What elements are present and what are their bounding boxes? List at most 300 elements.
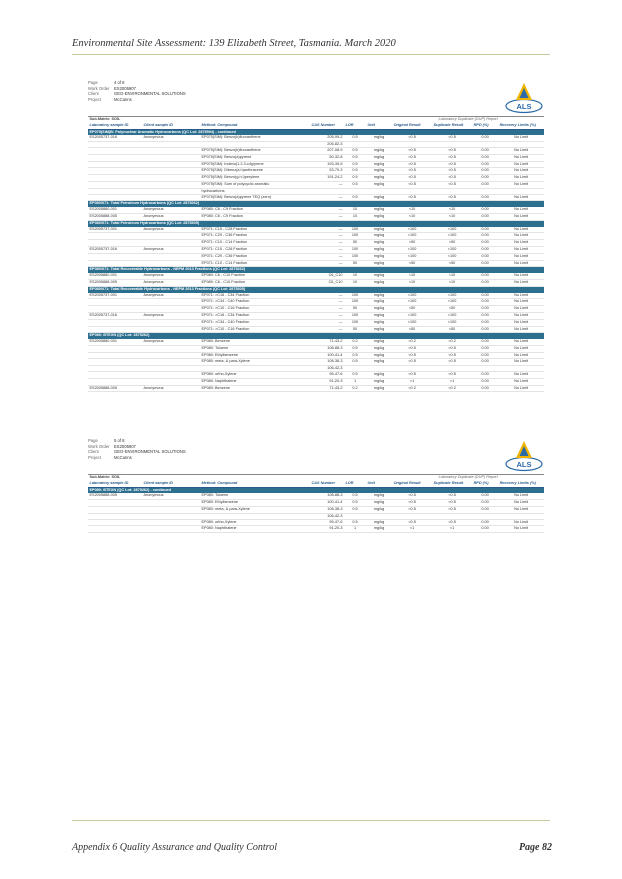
compound-cell: EP075(SIM): Sum of polycyclic aromatic xyxy=(200,181,310,188)
lab-id-cell xyxy=(88,500,142,507)
compound-cell: EP080: Naphthalene xyxy=(200,378,310,385)
unit-cell: mg/kg xyxy=(366,493,392,499)
table-row xyxy=(88,181,544,188)
cas-cell: 50-32-8 xyxy=(310,154,344,161)
cas-cell: 108-38-3 xyxy=(310,506,344,513)
duplicate-result-cell: <0.5 xyxy=(432,194,472,201)
duplicate-result-cell: <0.5 xyxy=(432,345,472,352)
report-meta xyxy=(88,438,544,474)
lor-cell: 50 xyxy=(344,306,366,313)
table-row xyxy=(88,253,544,260)
client-id-cell: Anonymous xyxy=(142,273,200,279)
compound-cell: EP071: C15 - C28 Fraction xyxy=(200,246,310,253)
table-row xyxy=(88,312,544,319)
recovery-limit-cell: No Limit xyxy=(498,227,544,233)
client-id-cell xyxy=(142,161,200,168)
original-result-cell: <10 xyxy=(392,273,432,279)
lor-cell: 0.5 xyxy=(344,519,366,526)
client-id-cell xyxy=(142,526,200,533)
table-row xyxy=(88,168,544,175)
meta-key: Project xyxy=(88,96,102,102)
column-header: Duplicate Result xyxy=(432,481,472,487)
column-header: Method: Compound xyxy=(200,481,310,487)
meta-row xyxy=(88,97,544,103)
lab-id-cell xyxy=(88,175,142,182)
compound-cell: EP071: C29 - C36 Fraction xyxy=(200,253,310,260)
duplicate-result-cell: <50 xyxy=(432,240,472,247)
duplicate-result-cell: <0.5 xyxy=(432,519,472,526)
original-result-cell: <100 xyxy=(392,299,432,306)
lor-cell: 100 xyxy=(344,312,366,319)
table-row xyxy=(88,175,544,182)
column-header: Method: Compound xyxy=(200,123,310,129)
lab-id-cell: ES2005737-016 xyxy=(88,135,142,141)
compound-cell: EP075(SIM): Indeno(1.2.3.cd)pyrene xyxy=(200,161,310,168)
original-result-cell: <0.5 xyxy=(392,175,432,182)
lor-cell: 100 xyxy=(344,319,366,326)
lab-id-cell: ES2005880-001 xyxy=(88,339,142,345)
lor-cell: 1 xyxy=(344,526,366,533)
cas-cell: 108-88-3 xyxy=(310,345,344,352)
recovery-limit-cell: No Limit xyxy=(498,253,544,260)
compound-cell: EP075(SIM): Benzo(a)pyrene TEQ (zero) xyxy=(200,194,310,201)
lor-cell: 0.5 xyxy=(344,161,366,168)
cas-cell: 53-70-3 xyxy=(310,168,344,175)
als-logo-icon xyxy=(504,438,544,474)
compound-cell: EP075(SIM): Benzo(g.h.i)perylene xyxy=(200,175,310,182)
meta-key: Client xyxy=(88,449,99,455)
rpd-cell: 0.00 xyxy=(472,253,498,260)
column-header: Client sample ID xyxy=(142,481,200,487)
lor-cell: 50 xyxy=(344,240,366,247)
lor-cell: 0.5 xyxy=(344,359,366,366)
lab-id-cell xyxy=(88,233,142,240)
sub-matrix-label: Sub-Matrix: SOIL xyxy=(88,117,392,123)
lab-id-cell xyxy=(88,359,142,366)
client-id-cell xyxy=(142,352,200,359)
table-row xyxy=(88,385,544,392)
meta-value: McCanns xyxy=(114,454,132,460)
meta-value: ES2005907 xyxy=(114,443,136,449)
compound-cell: EP080: Ethylbenzene xyxy=(200,500,310,507)
unit-cell: mg/kg xyxy=(366,207,392,213)
recovery-limit-cell: No Limit xyxy=(498,519,544,526)
meta-value: McCanns xyxy=(114,96,132,102)
original-result-cell: <0.5 xyxy=(392,359,432,366)
meta-value: ES2005907 xyxy=(114,85,136,91)
original-result-cell: <0.5 xyxy=(392,493,432,499)
client-id-cell: Anonymous xyxy=(142,493,200,499)
compound-cell: EP080: C6 - C10 Fraction xyxy=(200,279,310,286)
cas-cell: 207-08-9 xyxy=(310,147,344,154)
compound-cell: EP080: Ethylbenzene xyxy=(200,352,310,359)
lor-cell: 100 xyxy=(344,253,366,260)
lab-id-cell xyxy=(88,194,142,201)
original-result-cell: <0.5 xyxy=(392,135,432,141)
recovery-limit-cell: No Limit xyxy=(498,240,544,247)
client-id-cell xyxy=(142,378,200,385)
rpd-cell: 0.00 xyxy=(472,194,498,201)
unit-cell: mg/kg xyxy=(366,506,392,513)
table-row xyxy=(88,506,544,513)
unit-cell: mg/kg xyxy=(366,233,392,240)
rpd-cell: 0.00 xyxy=(472,279,498,286)
recovery-limit-cell: No Limit xyxy=(498,526,544,533)
original-result-cell: <0.5 xyxy=(392,154,432,161)
cas-cell: — xyxy=(310,326,344,333)
rpd-cell: 0.00 xyxy=(472,352,498,359)
unit-cell: mg/kg xyxy=(366,385,392,392)
als-logo-icon xyxy=(504,80,544,116)
recovery-limit-cell: No Limit xyxy=(498,175,544,182)
dup-report-table xyxy=(88,474,544,533)
duplicate-result-cell: <0.5 xyxy=(432,493,472,499)
unit-cell: mg/kg xyxy=(366,372,392,379)
original-result-cell: <0.5 xyxy=(392,352,432,359)
cas-cell: — xyxy=(310,306,344,313)
duplicate-result-cell: <0.5 xyxy=(432,372,472,379)
rpd-cell: 0.00 xyxy=(472,181,498,188)
recovery-limit-cell: No Limit xyxy=(498,306,544,313)
meta-key: Work Order xyxy=(88,443,110,449)
table-row xyxy=(88,233,544,240)
lab-id-cell xyxy=(88,147,142,154)
cas-cell: C6_C10 xyxy=(310,273,344,279)
lor-cell: 0.2 xyxy=(344,385,366,392)
lab-id-cell xyxy=(88,519,142,526)
duplicate-result-cell: <0.5 xyxy=(432,135,472,141)
unit-cell: mg/kg xyxy=(366,299,392,306)
recovery-limit-cell: No Limit xyxy=(498,352,544,359)
original-result-cell: <50 xyxy=(392,260,432,267)
compound-cell: EP071: C29 - C36 Fraction xyxy=(200,233,310,240)
compound-cell: hydrocarbons xyxy=(200,188,310,194)
meta-value: 4 of 8 xyxy=(114,80,125,85)
lor-cell: 0.2 xyxy=(344,339,366,345)
cas-cell: 71-43-2 xyxy=(310,385,344,392)
unit-cell: mg/kg xyxy=(366,319,392,326)
recovery-limit-cell: No Limit xyxy=(498,154,544,161)
lab-id-cell: ES2005888-005 xyxy=(88,279,142,286)
client-id-cell xyxy=(142,194,200,201)
column-header: Unit xyxy=(366,481,392,487)
unit-cell: mg/kg xyxy=(366,154,392,161)
rpd-cell: 0.00 xyxy=(472,500,498,507)
rpd-cell: 0.00 xyxy=(472,378,498,385)
lor-cell: 100 xyxy=(344,233,366,240)
lab-id-cell: ES2005880-001 xyxy=(88,273,142,279)
duplicate-result-cell: <0.5 xyxy=(432,175,472,182)
duplicate-result-cell: <100 xyxy=(432,253,472,260)
unit-cell: mg/kg xyxy=(366,168,392,175)
lor-cell: 100 xyxy=(344,227,366,233)
recovery-limit-cell: No Limit xyxy=(498,168,544,175)
client-id-cell xyxy=(142,154,200,161)
client-id-cell xyxy=(142,233,200,240)
lor-cell: 100 xyxy=(344,299,366,306)
section-title: EP080: BTEXN (QC Lot: 2875262) xyxy=(88,333,544,339)
unit-cell: mg/kg xyxy=(366,175,392,182)
section-title: EP080: BTEXN (QC Lot: 2875262) - continued xyxy=(88,487,544,493)
duplicate-result-cell: <50 xyxy=(432,306,472,313)
column-header: CAS Number xyxy=(310,123,344,129)
table-row xyxy=(88,519,544,526)
unit-cell: mg/kg xyxy=(366,326,392,333)
original-result-cell: <0.5 xyxy=(392,147,432,154)
original-result-cell: <1 xyxy=(392,526,432,533)
rpd-cell: 0.00 xyxy=(472,154,498,161)
sub-matrix-label: Sub-Matrix: SOIL xyxy=(88,475,392,481)
rpd-cell: 0.00 xyxy=(472,175,498,182)
unit-cell: mg/kg xyxy=(366,253,392,260)
compound-cell: EP080: Toluene xyxy=(200,493,310,499)
original-result-cell: <0.2 xyxy=(392,339,432,345)
lab-id-cell xyxy=(88,253,142,260)
original-result-cell: <100 xyxy=(392,233,432,240)
rpd-cell: 0.00 xyxy=(472,233,498,240)
page-number: Page 82 xyxy=(518,842,552,853)
column-header: LOR xyxy=(344,481,366,487)
rpd-cell: 0.00 xyxy=(472,293,498,299)
lab-id-cell xyxy=(88,306,142,313)
lor-cell: 10 xyxy=(344,207,366,213)
lor-cell: 0.5 xyxy=(344,175,366,182)
cas-cell: 205-82-3 xyxy=(310,142,344,148)
unit-cell: mg/kg xyxy=(366,260,392,267)
rpd-cell: 0.00 xyxy=(472,147,498,154)
rpd-cell: 0.00 xyxy=(472,493,498,499)
lor-cell: 0.5 xyxy=(344,154,366,161)
rpd-cell: 0.00 xyxy=(472,385,498,392)
recovery-limit-cell: No Limit xyxy=(498,345,544,352)
lab-id-cell xyxy=(88,240,142,247)
column-header-row xyxy=(88,123,544,129)
recovery-limit-cell: No Limit xyxy=(498,319,544,326)
unit-cell: mg/kg xyxy=(366,135,392,141)
recovery-limit-cell: No Limit xyxy=(498,378,544,385)
compound-cell: EP080: ortho-Xylene xyxy=(200,372,310,379)
duplicate-result-cell: <0.5 xyxy=(432,168,472,175)
meta-row xyxy=(88,455,544,461)
section-title: EP080/071: Total Petroleum Hydrocarbons (QC Lot: 2875262) xyxy=(88,201,544,207)
client-id-cell xyxy=(142,345,200,352)
rpd-cell: 0.00 xyxy=(472,246,498,253)
lab-id-cell xyxy=(88,161,142,168)
meta-key: Project xyxy=(88,454,102,460)
original-result-cell: <50 xyxy=(392,326,432,333)
duplicate-result-cell: <0.5 xyxy=(432,147,472,154)
meta-value: GEO-ENVIRONMENTAL SOLUTIONS xyxy=(114,449,186,455)
compound-cell: EP071: >C16 - C34 Fraction xyxy=(200,293,310,299)
duplicate-result-cell: <10 xyxy=(432,273,472,279)
cas-cell: — xyxy=(310,319,344,326)
recovery-limit-cell: No Limit xyxy=(498,161,544,168)
lab-id-cell: ES2005737-001 xyxy=(88,227,142,233)
cas-cell: — xyxy=(310,181,344,188)
cas-cell: 106-42-3 xyxy=(310,366,344,372)
document-footer xyxy=(72,842,552,853)
table-row xyxy=(88,194,544,201)
meta-key: Client xyxy=(88,91,99,97)
table-row xyxy=(88,213,544,220)
lab-id-cell xyxy=(88,352,142,359)
client-id-cell: Anonymous xyxy=(142,135,200,141)
original-result-cell: <0.5 xyxy=(392,161,432,168)
client-id-cell: Anonymous xyxy=(142,339,200,345)
client-id-cell: Anonymous xyxy=(142,312,200,319)
lab-id-cell xyxy=(88,506,142,513)
recovery-limit-cell: No Limit xyxy=(498,506,544,513)
cas-cell: — xyxy=(310,207,344,213)
unit-cell: mg/kg xyxy=(366,519,392,526)
client-id-cell: Anonymous xyxy=(142,293,200,299)
original-result-cell: <100 xyxy=(392,293,432,299)
cas-cell: C6_C10 xyxy=(310,279,344,286)
compound-cell: EP080: meta- & para-Xylene xyxy=(200,506,310,513)
client-id-cell: Anonymous xyxy=(142,246,200,253)
meta-value: GEO-ENVIRONMENTAL SOLUTIONS xyxy=(114,91,186,97)
table-row xyxy=(88,246,544,253)
cas-cell: 193-39-5 xyxy=(310,161,344,168)
column-header: Duplicate Result xyxy=(432,123,472,129)
lor-cell: 0.5 xyxy=(344,147,366,154)
cas-cell: 108-88-3 xyxy=(310,493,344,499)
table-row xyxy=(88,260,544,267)
rpd-cell: 0.00 xyxy=(472,345,498,352)
duplicate-result-cell: <0.5 xyxy=(432,161,472,168)
client-id-cell xyxy=(142,181,200,188)
original-result-cell: <0.5 xyxy=(392,345,432,352)
column-header: Client sample ID xyxy=(142,123,200,129)
compound-cell: EP080: C6 - C9 Fraction xyxy=(200,213,310,220)
unit-cell: mg/kg xyxy=(366,293,392,299)
client-id-cell: Anonymous xyxy=(142,207,200,213)
duplicate-result-cell: <50 xyxy=(432,260,472,267)
lab-id-cell: ES2005888-005 xyxy=(88,213,142,220)
unit-cell: mg/kg xyxy=(366,273,392,279)
original-result-cell: <50 xyxy=(392,240,432,247)
unit-cell: mg/kg xyxy=(366,312,392,319)
column-header: Original Result xyxy=(392,481,432,487)
table-row xyxy=(88,500,544,507)
table-row xyxy=(88,526,544,533)
table-row xyxy=(88,345,544,352)
compound-cell: EP071: C15 - C28 Fraction xyxy=(200,227,310,233)
lab-id-cell xyxy=(88,181,142,188)
column-header: Recovery Limits (%) xyxy=(498,481,544,487)
recovery-limit-cell: No Limit xyxy=(498,312,544,319)
recovery-limit-cell: No Limit xyxy=(498,213,544,220)
client-id-cell xyxy=(142,326,200,333)
original-result-cell: <10 xyxy=(392,207,432,213)
rpd-cell: 0.00 xyxy=(472,227,498,233)
column-header-row xyxy=(88,481,544,487)
recovery-limit-cell: No Limit xyxy=(498,299,544,306)
report-page-1 xyxy=(88,80,544,392)
column-header: LOR xyxy=(344,123,366,129)
compound-cell: EP071: C10 - C14 Fraction xyxy=(200,240,310,247)
duplicate-result-cell: <100 xyxy=(432,227,472,233)
meta-list xyxy=(88,438,544,460)
unit-cell: mg/kg xyxy=(366,227,392,233)
compound-cell: EP080: meta- & para-Xylene xyxy=(200,359,310,366)
lor-cell: 100 xyxy=(344,293,366,299)
cas-cell: — xyxy=(310,233,344,240)
table-row xyxy=(88,372,544,379)
report-page-2 xyxy=(88,438,544,533)
compound-cell: EP080: Naphthalene xyxy=(200,526,310,533)
lor-cell: 0.5 xyxy=(344,168,366,175)
client-id-cell xyxy=(142,240,200,247)
table-row xyxy=(88,154,544,161)
column-header: Laboratory sample ID xyxy=(88,123,142,129)
lab-id-cell: ES2005737-016 xyxy=(88,312,142,319)
compound-cell: EP071: >C10 - C16 Fraction xyxy=(200,306,310,313)
lab-id-cell xyxy=(88,345,142,352)
cas-cell: 108-38-3 xyxy=(310,359,344,366)
section-title: EP080/071: Total Recoverable Hydrocarbons - NEPM 2013 Fractions (QC Lot: 2875262) xyxy=(88,267,544,273)
lor-cell: 100 xyxy=(344,246,366,253)
report-meta xyxy=(88,80,544,116)
unit-cell: mg/kg xyxy=(366,279,392,286)
rpd-cell: 0.00 xyxy=(472,319,498,326)
client-id-cell xyxy=(142,506,200,513)
original-result-cell: <50 xyxy=(392,306,432,313)
lor-cell: 0.5 xyxy=(344,352,366,359)
client-id-cell xyxy=(142,359,200,366)
compound-cell: EP071: >C16 - C34 Fraction xyxy=(200,312,310,319)
compound-cell: EP075(SIM): Benzo(k)fluoranthene xyxy=(200,147,310,154)
section-title: EP080/071: Total Petroleum Hydrocarbons (QC Lot: 2875305) xyxy=(88,220,544,226)
column-header: RPD (%) xyxy=(472,481,498,487)
meta-value: 5 of 8 xyxy=(114,438,125,443)
unit-cell: mg/kg xyxy=(366,147,392,154)
lab-id-cell xyxy=(88,526,142,533)
unit-cell: mg/kg xyxy=(366,194,392,201)
recovery-limit-cell: No Limit xyxy=(498,135,544,141)
lab-id-cell: ES2005880-001 xyxy=(88,207,142,213)
cas-cell: — xyxy=(310,246,344,253)
lab-id-cell xyxy=(88,260,142,267)
rpd-cell: 0.00 xyxy=(472,312,498,319)
lab-id-cell xyxy=(88,299,142,306)
unit-cell: mg/kg xyxy=(366,339,392,345)
compound-cell: EP080: Toluene xyxy=(200,345,310,352)
cas-cell: 205-99-2 xyxy=(310,135,344,141)
cas-cell: 100-41-4 xyxy=(310,352,344,359)
lab-id-cell: ES2005737-016 xyxy=(88,246,142,253)
lor-cell: 0.5 xyxy=(344,493,366,499)
compound-cell: EP075(SIM): Dibenz(a.h)anthracene xyxy=(200,168,310,175)
recovery-limit-cell: No Limit xyxy=(498,147,544,154)
unit-cell: mg/kg xyxy=(366,526,392,533)
client-id-cell xyxy=(142,168,200,175)
original-result-cell: <10 xyxy=(392,279,432,286)
table-row xyxy=(88,240,544,247)
duplicate-result-cell: <10 xyxy=(432,213,472,220)
original-result-cell: <0.5 xyxy=(392,372,432,379)
column-header: Laboratory sample ID xyxy=(88,481,142,487)
compound-cell: EP075(SIM): Benzo(k)fluoranthene xyxy=(200,135,310,141)
recovery-limit-cell: No Limit xyxy=(498,326,544,333)
compound-cell: EP080: Benzene xyxy=(200,339,310,345)
rpd-cell: 0.00 xyxy=(472,213,498,220)
duplicate-result-cell: <0.5 xyxy=(432,181,472,188)
lor-cell: 0.5 xyxy=(344,194,366,201)
client-id-cell xyxy=(142,519,200,526)
unit-cell: mg/kg xyxy=(366,352,392,359)
client-id-cell xyxy=(142,175,200,182)
